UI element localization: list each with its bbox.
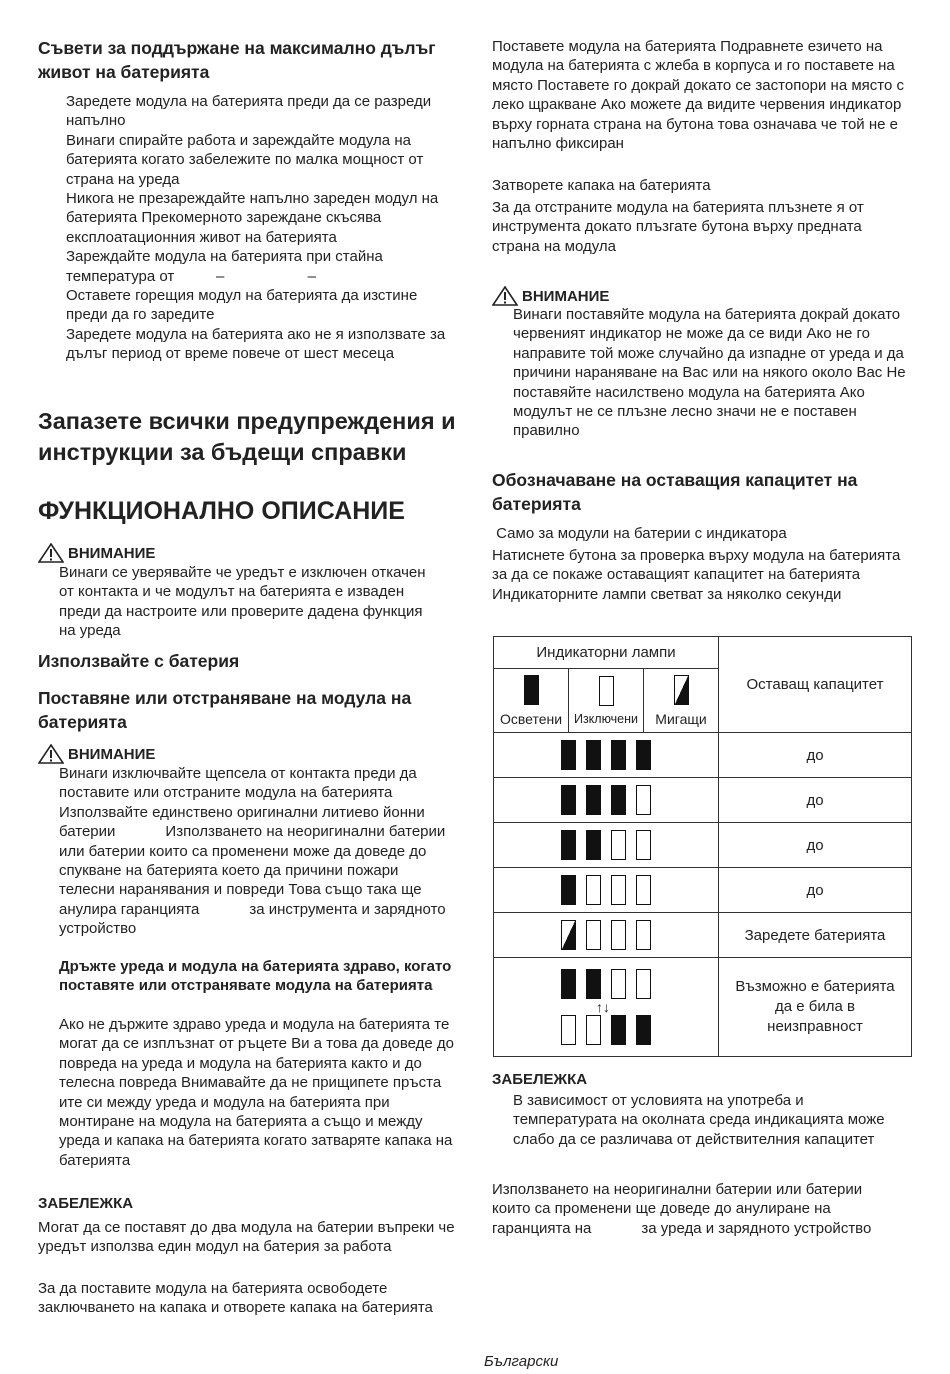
note-label-1: ЗАБЕЛЕЖКА <box>38 1195 134 1212</box>
tip-6: Заредете модула на батерията ако не я използвате за дълъг период от време повече от шест месеца <box>66 325 446 363</box>
lamp-off-icon <box>599 676 614 706</box>
tips-list <box>66 92 461 364</box>
warning-2-bold: Дръжте уреда и модула на батерията здраво, когато поставяте или отстранявате модула на батерията <box>59 958 452 995</box>
tip-2: Винаги спирайте работа и зареждайте модула на батерията когато забележите по малка мощност от страна на уреда <box>66 131 424 188</box>
tip-5: Оставете горещия модул на батерията да изстине преди да го заредите <box>66 287 418 324</box>
tip-1: Заредете модула на батерията преди да се разреди напълно <box>66 93 432 130</box>
close-cover-text: Затворете капака на батерията <box>492 177 711 194</box>
warning-2-text-2: Ако не държите здраво уреда и модула на батерията те могат да се изплъзнат от ръцете Ви а това да доведе до повреда на уреда и модула на батерията както и до телесна повреда Внимавайте да не прищипете пръста ите си между уреда и модула на батерията при монтиране на модула на батерията а също и между уреда и капака на батерията когато затваряте капака на батерията <box>59 1016 455 1169</box>
legend-blink-label: Мигащи <box>655 710 707 727</box>
lamp-on-icon <box>561 740 576 770</box>
lamp-on-icon <box>561 785 576 815</box>
footer-language: Български <box>484 1353 559 1370</box>
lamp-on-icon <box>611 785 626 815</box>
warning-triangle-icon <box>38 543 64 563</box>
note-1-text-2: За да поставите модула на батерията освободете заключването на капака и отворете капака на батерията <box>38 1280 433 1317</box>
lamp-off-icon <box>611 830 626 860</box>
legend-off-label: Изключени <box>573 711 639 726</box>
swap-arrows-icon: ↑↓ <box>596 999 610 1015</box>
lamp-off-icon <box>611 969 626 999</box>
warning-2 <box>38 744 155 764</box>
lamp-off-icon <box>611 920 626 950</box>
insert-remove-heading: Поставяне или отстраняване на модула на батерията <box>38 688 412 732</box>
header-capacity: Оставащ капацитет <box>719 637 912 733</box>
lamp-on-icon <box>561 969 576 999</box>
warning-label: ВНИМАНИЕ <box>68 544 156 562</box>
lamp-on-icon <box>524 675 539 705</box>
lamp-off-icon <box>636 875 651 905</box>
capacity-row-1: до <box>719 733 912 778</box>
legend-on <box>494 669 569 733</box>
lamp-blink-icon <box>674 675 689 705</box>
lamp-off-icon <box>636 969 651 999</box>
capacity-row-4: до <box>719 868 912 913</box>
lamps-row-5 <box>494 913 719 958</box>
lamp-on-icon <box>561 875 576 905</box>
warning-label: ВНИМАНИЕ <box>522 287 610 305</box>
legend-on-label: Осветени <box>499 710 563 727</box>
tips-heading: Съвети за поддържане на максимално дълъг живот на батерията <box>38 38 436 82</box>
capacity-heading: Обозначаване на оставащия капацитет на батерията <box>492 470 858 514</box>
warning-label: ВНИМАНИЕ <box>68 745 156 763</box>
legend-off <box>569 669 644 733</box>
lamps-row-1 <box>494 733 719 778</box>
lamp-off-icon <box>561 1015 576 1045</box>
header-lamps: Индикаторни лампи <box>494 637 719 669</box>
use-battery-heading: Използвайте с батерия <box>38 651 240 671</box>
save-instructions-heading: Запазете всички предупреждения и инструкции за бъдещи справки <box>38 408 456 465</box>
remove-battery-text: За да отстраните модула на батерията плъзнете я от инструмента докато плъзгате бутона върху предната страна на модула <box>492 199 864 255</box>
lamp-on-icon <box>586 830 601 860</box>
warning-3 <box>492 286 609 306</box>
lamp-on-icon <box>611 740 626 770</box>
note-label-2: ЗАБЕЛЕЖКА <box>492 1071 588 1088</box>
lamps-row-2 <box>494 778 719 823</box>
lamp-on-icon <box>586 740 601 770</box>
lamp-on-icon <box>636 1015 651 1045</box>
lamp-off-icon <box>636 785 651 815</box>
lamps-row-6 <box>494 958 719 1057</box>
lamp-off-icon <box>611 875 626 905</box>
capacity-row-5: Заредете батерията <box>719 913 912 958</box>
lamp-off-icon <box>586 875 601 905</box>
warning-2-text: Винаги изключвайте щепсела от контакта преди да поставите или отстраните модула на батерията Използвайте единствено оригинални литиево йонни батерии Използването на неоригинални батерии или батерии които са променени може да доведе до спукване на батерията което да причини пожари телесни наранявания и повреди Това също така ще анулира гаранцията за инструмента и зарядното устройство <box>59 765 504 938</box>
lamp-on-icon <box>636 740 651 770</box>
lamps-row-4 <box>494 868 719 913</box>
lamp-off-icon <box>586 920 601 950</box>
lamp-on-icon <box>611 1015 626 1045</box>
lamp-off-icon <box>636 830 651 860</box>
lamp-on-icon <box>586 785 601 815</box>
lamp-on-icon <box>586 969 601 999</box>
functional-description-heading: ФУНКЦИОНАЛНО ОПИСАНИЕ <box>38 497 405 525</box>
note-1-text: Могат да се поставят до два модула на батерии въпреки че уредът използва един модул на батерия за работа <box>38 1219 455 1256</box>
tip-4: Зареждайте модула на батерията при стайна температура от – – <box>66 248 388 285</box>
indicator-table <box>493 636 912 1057</box>
warning-1 <box>38 543 155 563</box>
lamp-off-icon <box>636 920 651 950</box>
capacity-row-3: до <box>719 823 912 868</box>
capacity-text-2: Натиснете бутона за проверка върху модула на батерията за да се покаже оставащият капацитет на батерията Индикаторните лампи светват за няколко секунди <box>492 547 901 603</box>
capacity-row-2: до <box>719 778 912 823</box>
warning-1-text: Винаги се уверявайте че уредът е изключен откачен от контакта и че модулът на батерията е изваден преди да настроите или проверите дадена функция на уреда <box>59 564 426 640</box>
lamp-on-icon <box>561 830 576 860</box>
tip-3: Никога не презареждайте напълно зареден модул на батерията Прекомерното зареждане скъсява експлоатационния живот на батерията <box>66 190 439 246</box>
capacity-row-6: Възможно е батерията да е била в неизправност <box>719 958 912 1057</box>
legend-blink <box>644 669 719 733</box>
capacity-text-1: Само за модули на батерии с индикатора <box>492 525 787 542</box>
lamp-off-icon <box>586 1015 601 1045</box>
warning-triangle-icon <box>38 744 64 764</box>
lamp-blink-icon <box>561 920 576 950</box>
insert-steps-text: Поставете модула на батерията Подравнете езичето на модула на батерията с жлеба в корпуса и го поставете на място Поставете го докрай докато се застопори на място с леко щракване Ако можете да видите червения индикатор върху горната страна на бутона това означава че той не е напълно фиксиран <box>492 38 904 153</box>
note-2-text: В зависимост от условията на употреба и температурата на околната среда индикацията може слабо да се различава от действителния капацитет <box>513 1092 885 1148</box>
warning-3-text: Винаги поставяйте модула на батерията докрай докато червеният индикатор не може да се види Ако не го направите той може случайно да изпадне от уреда и да причини нараняване на Вас или на някого около Вас Не поставяйте насилствено модула на батерията Ако модулът не се плъзне лесно значи не е поставен правилно <box>513 306 906 440</box>
final-text: Използването на неоригинални батерии или батерии които са променени ще доведе до анулиране на гаранцията на за уреда и зарядното устройство <box>492 1181 872 1237</box>
lamps-row-3 <box>494 823 719 868</box>
warning-triangle-icon <box>492 286 518 306</box>
